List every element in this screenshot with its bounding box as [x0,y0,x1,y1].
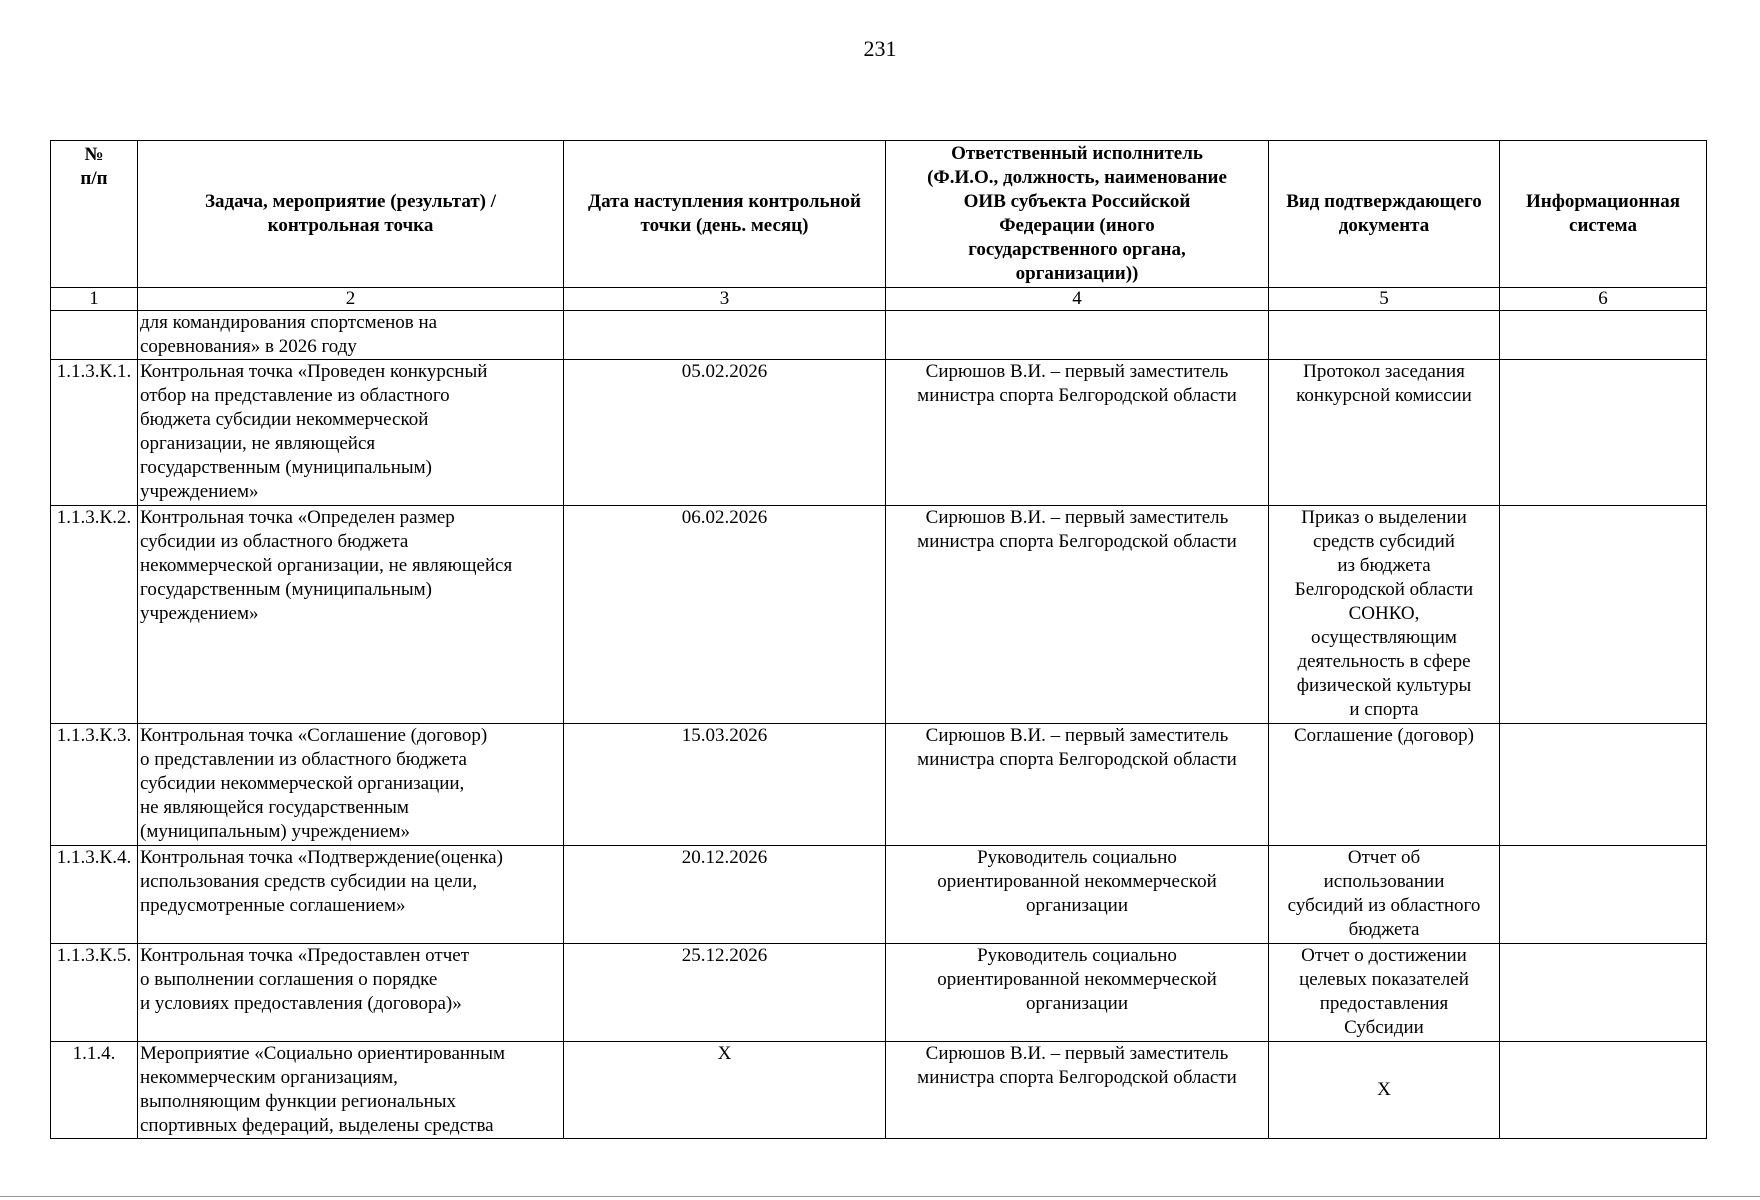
column-index: 1 [51,288,138,311]
row-doc-type: Соглашение (договор) [1269,724,1500,846]
row-info-system [1500,944,1707,1042]
row-task: Контрольная точка «Проведен конкурсный отбор на представление из областного бюджета субсидии некоммерческой организации, не являющейся государственным (муниципальным) учреждением» [138,360,564,506]
row-task: Контрольная точка «Подтверждение(оценка) использования средств субсидии на цели, предусмотренные соглашением» [138,846,564,944]
row-number: 1.1.3.К.4. [51,846,138,944]
row-number: 1.1.3.К.5. [51,944,138,1042]
row-info-system [1500,724,1707,846]
table-row [51,360,1707,506]
row-number: 1.1.3.К.3. [51,724,138,846]
header-info-system: Информационная система [1500,141,1707,288]
row-doc-type: Протокол заседания конкурсной комиссии [1269,360,1500,506]
page-bottom-divider [0,1196,1760,1197]
table-header-row [51,141,1707,288]
row-info-system [1500,506,1707,724]
table-row [51,1042,1707,1139]
table-row [51,846,1707,944]
row-date: 06.02.2026 [564,506,886,724]
row-task: Контрольная точка «Соглашение (договор) о представлении из областного бюджета субсидии некоммерческой организации, не являющейся государственным (муниципальным) учреждением» [138,724,564,846]
row-date [564,311,886,360]
table-row [51,944,1707,1042]
column-index: 3 [564,288,886,311]
page-number: 231 [863,36,897,61]
row-date: 25.12.2026 [564,944,886,1042]
row-task: Контрольная точка «Предоставлен отчет о выполнении соглашения о порядке и условиях предоставления (договора)» [138,944,564,1042]
row-info-system [1500,1042,1707,1139]
table-row [51,506,1707,724]
row-task: для командирования спортсменов на соревнования» в 2026 году [138,311,564,360]
column-index: 4 [886,288,1269,311]
row-responsible [886,311,1269,360]
header-task: Задача, мероприятие (результат) / контрольная точка [138,141,564,288]
row-responsible: Руководитель социально ориентированной некоммерческой организации [886,944,1269,1042]
row-date: 20.12.2026 [564,846,886,944]
row-date: 15.03.2026 [564,724,886,846]
row-doc-type: Х [1269,1042,1500,1139]
row-number: 1.1.3.К.2. [51,506,138,724]
column-index-row [51,288,1707,311]
row-responsible: Руководитель социально ориентированной некоммерческой организации [886,846,1269,944]
table-row [51,311,1707,360]
row-number: 1.1.4. [51,1042,138,1139]
row-task: Контрольная точка «Определен размер субсидии из областного бюджета некоммерческой организации, не являющейся государственным (муниципальным) учреждением» [138,506,564,724]
row-info-system [1500,360,1707,506]
row-responsible: Сирюшов В.И. – первый заместитель министра спорта Белгородской области [886,360,1269,506]
column-index: 5 [1269,288,1500,311]
table-row [51,724,1707,846]
row-doc-type: Отчет об использовании субсидий из областного бюджета [1269,846,1500,944]
row-responsible: Сирюшов В.И. – первый заместитель министра спорта Белгородской области [886,724,1269,846]
header-doc-type: Вид подтверждающего документа [1269,141,1500,288]
row-responsible: Сирюшов В.И. – первый заместитель министра спорта Белгородской области [886,1042,1269,1139]
row-date: 05.02.2026 [564,360,886,506]
column-index: 2 [138,288,564,311]
row-number: 1.1.3.К.1. [51,360,138,506]
header-responsible: Ответственный исполнитель (Ф.И.О., должность, наименование ОИВ субъекта Российской Федерации (иного государственного органа, организации)) [886,141,1269,288]
header-date: Дата наступления контрольной точки (день. месяц) [564,141,886,288]
row-info-system [1500,846,1707,944]
row-responsible: Сирюшов В.И. – первый заместитель министра спорта Белгородской области [886,506,1269,724]
column-index: 6 [1500,288,1707,311]
row-number [51,311,138,360]
header-num: № п/п [51,141,138,288]
row-date: Х [564,1042,886,1139]
row-doc-type: Отчет о достижении целевых показателей предоставления Субсидии [1269,944,1500,1042]
row-doc-type: Приказ о выделении средств субсидий из бюджета Белгородской области СОНКО, осуществляющим деятельность в сфере физической культуры и спорта [1269,506,1500,724]
row-task: Мероприятие «Социально ориентированным некоммерческим организациям, выполняющим функции региональных спортивных федераций, выделены средства [138,1042,564,1139]
row-doc-type [1269,311,1500,360]
row-info-system [1500,311,1707,360]
control-points-table [50,140,1707,1139]
